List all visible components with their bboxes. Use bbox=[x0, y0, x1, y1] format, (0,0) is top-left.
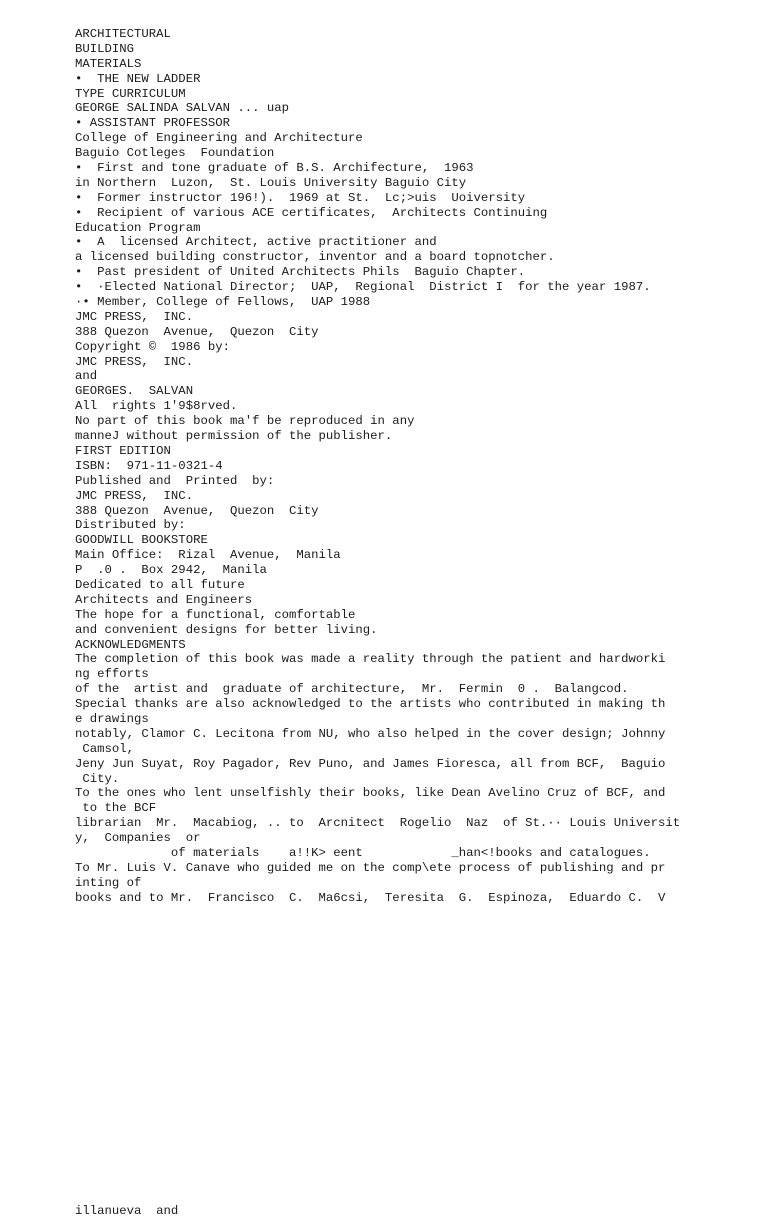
text-line: Distributed by: bbox=[75, 518, 186, 533]
text-line: GOODWILL BOOKSTORE bbox=[75, 533, 208, 548]
text-line: To the ones who lent unselfishly their books, like Dean Avelino Cruz of BCF, and bbox=[75, 786, 666, 801]
text-line: MATERIALS bbox=[75, 56, 142, 71]
text-line: BUILDING bbox=[75, 41, 135, 56]
text-line: manneJ without permission of the publisher. bbox=[75, 429, 393, 444]
text-line: Education Program bbox=[75, 220, 201, 235]
text-line: P .0 . Box 2942, Manila bbox=[75, 563, 267, 578]
text-line: No part of this book ma'f be reproduced in any bbox=[75, 414, 415, 429]
text-line: Main Office: Rizal Avenue, Manila bbox=[75, 548, 341, 563]
text-line: Published and Printed by: bbox=[75, 473, 275, 488]
text-line: • Recipient of various ACE certificates, Architects Continuing bbox=[75, 205, 548, 220]
text-line: JMC PRESS, INC. bbox=[75, 309, 194, 324]
text-line: ng efforts bbox=[75, 667, 149, 682]
text-line: ·• Member, College of Fellows, UAP 1988 bbox=[75, 295, 371, 310]
document-page bbox=[75, 27, 755, 1218]
text-line: TYPE CURRICULUM bbox=[75, 86, 186, 101]
text-line: Architects and Engineers bbox=[75, 592, 253, 607]
text-line: notably, Clamor C. Lecitona from NU, who also helped in the cover design; Johnny bbox=[75, 726, 666, 741]
text-line: The hope for a functional, comfortable bbox=[75, 607, 356, 622]
text-line: GEORGES. SALVAN bbox=[75, 384, 194, 399]
text-line: ACKNOWLEDGMENTS bbox=[75, 637, 186, 652]
text-line: • ·Elected National Director; UAP, Regional District I for the year 1987. bbox=[75, 280, 651, 295]
text-line: • First and tone graduate of B.S. Archifecture, 1963 bbox=[75, 161, 474, 176]
text-line: e drawings bbox=[75, 711, 149, 726]
text-line: books and to Mr. Francisco C. Ma6csi, Teresita G. Espinoza, Eduardo C. V bbox=[75, 890, 666, 905]
text-line: and convenient designs for better living. bbox=[75, 622, 378, 637]
text-line: Camsol, bbox=[75, 741, 135, 756]
text-line: 388 Quezon Avenue, Quezon City bbox=[75, 503, 319, 518]
text-line: of the artist and graduate of architecture, Mr. Fermin 0 . Balangcod. bbox=[75, 682, 629, 697]
text-line: City. bbox=[75, 771, 120, 786]
text-line: inting of bbox=[75, 875, 142, 890]
page-blank-gap bbox=[75, 906, 755, 1204]
text-line: a licensed building constructor, inventor and a board topnotcher. bbox=[75, 250, 555, 265]
text-line: Jeny Jun Suyat, Roy Pagador, Rev Puno, and James Fioresca, all from BCF, Baguio bbox=[75, 756, 666, 771]
text-line: 388 Quezon Avenue, Quezon City bbox=[75, 324, 319, 339]
text-line: • Former instructor 196!). 1969 at St. Lc;>uis Uoiversity bbox=[75, 190, 526, 205]
text-line: Special thanks are also acknowledged to the artists who contributed in making th bbox=[75, 697, 666, 712]
text-line: The completion of this book was made a reality through the patient and hardworki bbox=[75, 652, 666, 667]
text-line: GEORGE SALINDA SALVAN ... uap bbox=[75, 101, 290, 116]
text-line: To Mr. Luis V. Canave who guided me on the comp\ete process of publishing and pr bbox=[75, 860, 666, 875]
document-body-text bbox=[75, 27, 755, 906]
text-line: • Past president of United Architects Phils Baguio Chapter. bbox=[75, 265, 526, 280]
text-line: of materials a!!K> eent _han<!books and catalogues. bbox=[75, 845, 651, 860]
text-line: and bbox=[75, 369, 98, 384]
text-line: in Northern Luzon, St. Louis University Baguio City bbox=[75, 175, 467, 190]
text-line: Copyright © 1986 by: bbox=[75, 339, 230, 354]
text-line: • A licensed Architect, active practitioner and bbox=[75, 235, 437, 250]
text-line: librarian Mr. Macabiog, .. to Arcnitect Rogelio Naz of St.·· Louis Universit bbox=[75, 816, 681, 831]
text-line: y, Companies or bbox=[75, 831, 201, 846]
text-line: ISBN: 971-11-0321-4 bbox=[75, 458, 223, 473]
text-line: Baguio Cotleges Foundation bbox=[75, 146, 275, 161]
text-line: • THE NEW LADDER bbox=[75, 71, 201, 86]
text-line: to the BCF bbox=[75, 801, 157, 816]
text-line: • ASSISTANT PROFESSOR bbox=[75, 116, 230, 131]
text-line: ARCHITECTURAL bbox=[75, 27, 171, 41]
text-line: College of Engineering and Architecture bbox=[75, 131, 363, 146]
text-line: FIRST EDITION bbox=[75, 443, 171, 458]
text-line: illanueva and bbox=[75, 1203, 179, 1218]
text-line: Dedicated to all future bbox=[75, 577, 245, 592]
text-line: JMC PRESS, INC. bbox=[75, 354, 194, 369]
text-line: All rights 1'9$8rved. bbox=[75, 399, 238, 414]
document-continuation-text bbox=[75, 1204, 755, 1218]
text-line: JMC PRESS, INC. bbox=[75, 488, 194, 503]
